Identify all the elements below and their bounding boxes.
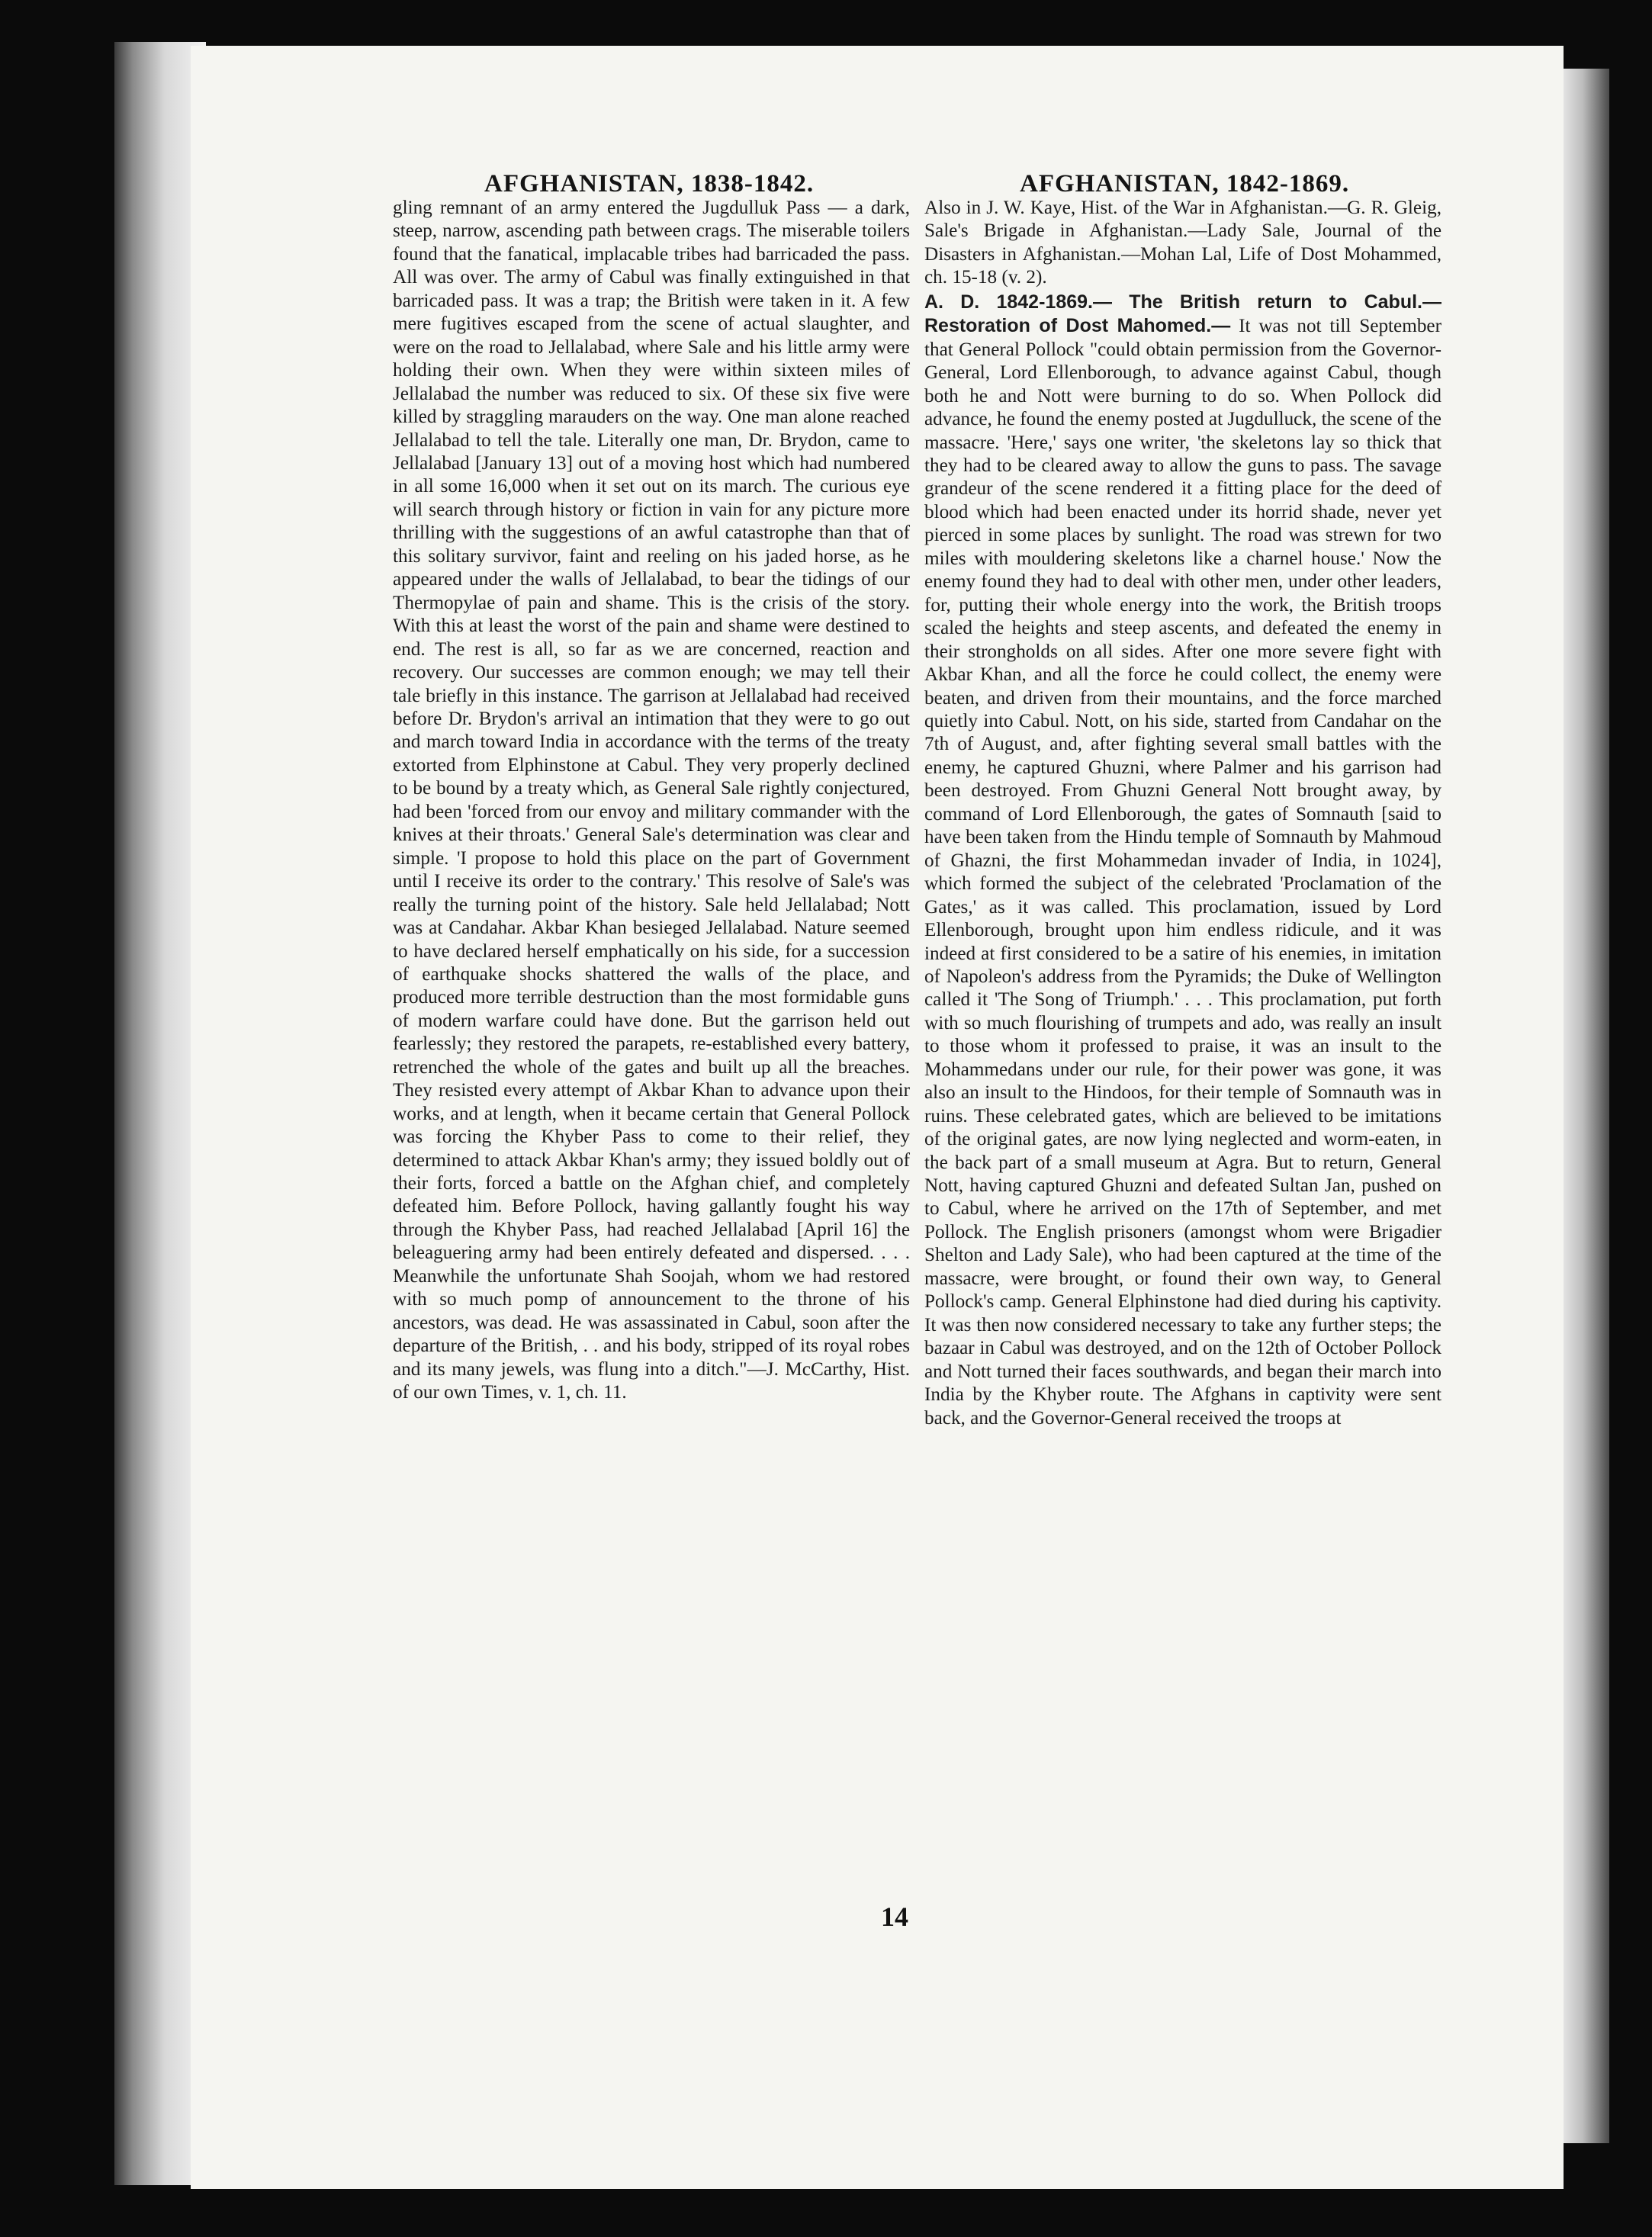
also-in-references: Also in J. W. Kaye, Hist. of the War in Afghanistan.—G. R. Gleig, Sale's Brigade in Afghanistan.—Lady Sale, Journal of the Disasters in Afghanistan.—Mohan Lal, Life of Dost Mohammed, ch. 15-18 (v. 2). [924, 198, 1441, 288]
running-header-left: AFGHANISTAN, 1838-1842. [484, 170, 815, 198]
left-column [393, 197, 910, 1405]
page-number: 14 [881, 1901, 908, 1932]
left-column-text: gling remnant of an army entered the Jugdulluk Pass — a dark, steep, narrow, ascending path between crags. The miserable toilers found that the fanatical, implacable tribes had barricaded the pass. All was over. The army of Cabul was finally extinguished in that barricaded pass. It was a trap; the British were taken in it. A few mere fugitives escaped from the scene of actual slaughter, and were on the road to Jellalabad, where Sale and his little army were holding their own. When they were within sixteen miles of Jellalabad the number was reduced to six. Of these six five were killed by straggling marauders on the way. One man alone reached Jellalabad to tell the tale. Literally one man, Dr. Brydon, came to Jellalabad [January 13] out of a moving host which had numbered in all some 16,000 when it set out on its march. The curious eye will search through history or fiction in vain for any picture more thrilling with the suggestions of an awful catastrophe than that of this solitary survivor, faint and reeling on his jaded horse, as he appeared under the walls of Jellalabad, to bear the tidings of our Thermopylae of pain and shame. This is the crisis of the story. With this at least the worst of the pain and shame were destined to end. The rest is all, so far as we are concerned, reaction and recovery. Our successes are common enough; we may tell their tale briefly in this instance. The garrison at Jellalabad had received before Dr. Brydon's arrival an intimation that they were to go out and march toward India in accordance with the terms of the treaty extorted from Elphinstone at Cabul. They very properly declined to be bound by a treaty which, as General Sale rightly conjectured, had been 'forced from our envoy and military commander with the knives at their throats.' General Sale's determination was clear and simple. 'I propose to hold this place on the part of Government until I receive its order to the contrary.' This resolve of Sale's was really the turning point of the history. Sale held Jellalabad; Nott was at Candahar. Akbar Khan besieged Jellalabad. Nature seemed to have declared herself emphatically on his side, for a succession of earthquake shocks shattered the walls of the place, and produced more terrible destruction than the most formidable guns of modern warfare could have done. But the garrison held out fearlessly; they restored the parapets, re-established every battery, retrenched the whole of the gates and built up all the breaches. They resisted every attempt of Akbar Khan to advance upon their works, and at length, when it became certain that General Pollock was forcing the Khyber Pass to come to their relief, they determined to attack Akbar Khan's army; they issued boldly out of their forts, forced a battle on the Afghan chief, and completely defeated him. Before Pollock, having gallantly fought his way through the Khyber Pass, had reached Jellalabad [April 16] the beleaguering army had been entirely defeated and dispersed. . . . Meanwhile the unfortunate Shah Soojah, whom we had restored with so much pomp of announcement to the throne of his ancestors, was dead. He was assassinated in Cabul, soon after the departure of the British, . . and his body, stripped of its royal robes and its many jewels, was flung into a ditch."—J. McCarthy, Hist. of our own Times, v. 1, ch. 11. [393, 198, 910, 1403]
scan-edge-shadow-right [1556, 69, 1609, 2143]
entry-heading: A. D. 1842-1869.— The British return to Cabul.— Restoration of Dost Mahomed.— [924, 291, 1441, 337]
entry-body-text: It was not till September that General Pollock "could obtain permission from the Governor-General, Lord Ellenborough, to advance against Cabul, though both he and Nott were burning to do so. When Pollock did advance, he found the enemy posted at Jugdulluck, the scene of the massacre. 'Here,' says one writer, 'the skeletons lay so thick that they had to be cleared away to allow the guns to pass. The savage grandeur of the scene rendered it a fitting place for the deed of blood which had been enacted under its horrid shade, never yet pierced in some places by sunlight. The road was strewn for two miles with mouldering skeletons like a charnel house.' Now the enemy found they had to deal with other men, under other leaders, for, putting their whole energy into the work, the British troops scaled the heights and steep ascents, and defeated the enemy in their strongholds on all sides. After one more severe fight with Akbar Khan, and all the force he could collect, the enemy were beaten, and driven from their mountains, and the force marched quietly into Cabul. Nott, on his side, started from Candahar on the 7th of August, and, after fighting several small battles with the enemy, he captured Ghuzni, where Palmer and his garrison had been destroyed. From Ghuzni General Nott brought away, by command of Lord Ellenborough, the gates of Somnauth [said to have been taken from the Hindu temple of Somnauth by Mahmoud of Ghazni, the first Mohammedan invader of India, in 1024], which formed the subject of the celebrated 'Proclamation of the Gates,' as it was called. This proclamation, issued by Lord Ellenborough, brought upon him endless ridicule, and it was indeed at first considered to be a satire of his enemies, in imitation of Napoleon's address from the Pyramids; the Duke of Wellington called it 'The Song of Triumph.' . . . This proclamation, put forth with so much flourishing of trumpets and ado, was really an insult to those whom it professed to praise, it was an insult to the Mohammedans under our rule, for their power was gone, it was also an insult to the Hindoos, for their temple of Somnauth was in ruins. These celebrated gates, which are believed to be imitations of the original gates, are now lying neglected and worm-eaten, in the back part of a small museum at Agra. But to return, General Nott, having captured Ghuzni and defeated Sultan Jan, pushed on to Cabul, where he arrived on the 17th of September, and met Pollock. The English prisoners (amongst whom were Brigadier Shelton and Lady Sale), who had been captured at the time of the massacre, were brought, or found their own way, to General Pollock's camp. General Elphinstone had died during his captivity. It was then now considered necessary to take any further steps; the bazaar in Cabul was destroyed, and on the 12th of October Pollock and Nott turned their faces southwards, and began their march into India by the Khyber route. The Afghans in captivity were sent back, and the Governor-General received the troops at [924, 316, 1441, 1429]
running-header-right: AFGHANISTAN, 1842-1869. [1020, 170, 1350, 198]
right-column [924, 197, 1441, 1430]
entry-paragraph [924, 291, 1441, 1430]
